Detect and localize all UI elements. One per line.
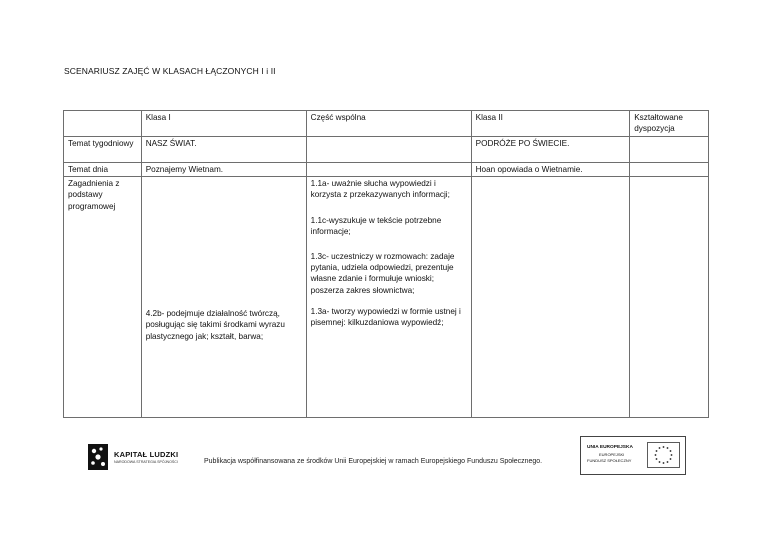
document-title: SCENARIUSZ ZAJĘĆ W KLASACH ŁĄCZONYCH I i II (64, 66, 276, 76)
kapital-ludzki-subtitle: NARODOWA STRATEGIA SPÓJNOŚCI (114, 460, 178, 464)
wspolna-requirement-1: 1.1a- uważnie słucha wypowiedzi i korzysta z przekazywanych informacji; (310, 179, 450, 200)
cell-klasa2-temat-tyg: PODRÓŻE PO ŚWIECIE. (471, 137, 630, 163)
klasa1-requirement-text: 4.2b- podejmuje działalność twórczą, posługując się takimi środkami wyrazu plastycznego jak; kształt, barwa; (145, 309, 285, 341)
table-row (64, 177, 709, 418)
header-dyspozycja: Kształtowane dyspozycja (630, 111, 709, 137)
cell-dyspozycja-zagadnienia (630, 177, 709, 418)
wspolna-requirement-3: 1.3c- uczestniczy w rozmowach: zadaje pytania, udziela odpowiedzi, prezentuje własne zdanie i formułuje wnioski; poszerza zakres słownictwa; (310, 252, 455, 295)
table-row (64, 137, 709, 163)
row-label-temat-dnia: Temat dnia (64, 163, 142, 177)
header-czesc-wspolna: Część wspólna (306, 111, 471, 137)
eu-logo-box (580, 436, 686, 475)
cell-klasa1-zagadnienia (141, 177, 306, 418)
header-cell-empty (64, 111, 142, 137)
header-klasa-2: Klasa II (471, 111, 630, 137)
eu-subtitle-2: FUNDUSZ SPOŁECZNY (587, 458, 632, 463)
header-klasa-1: Klasa I (141, 111, 306, 137)
eu-subtitle-1: EUROPEJSKI (599, 452, 625, 457)
scenario-table (63, 110, 709, 418)
header-row (64, 111, 709, 137)
cell-dyspozycja-temat-dnia (630, 163, 709, 177)
cell-wspolna-temat-tyg (306, 137, 471, 163)
kapital-ludzki-logo (86, 442, 190, 472)
wspolna-requirement-4: 1.3a- tworzy wypowiedzi w formie ustnej i pisemnej: kilkuzdaniowa wypowiedź; (310, 306, 461, 328)
cell-klasa1-temat-tyg: NASZ ŚWIAT. (141, 137, 306, 163)
cell-wspolna-temat-dnia (306, 163, 471, 177)
cell-klasa1-temat-dnia: Poznajemy Wietnam. (141, 163, 306, 177)
cell-dyspozycja-temat-tyg (630, 137, 709, 163)
row-label-temat-tygodniowy: Temat tygodniowy (64, 137, 142, 163)
publication-note: Publikacja współfinansowana ze środków Unii Europejskiej w ramach Europejskiego Funduszu Społecznego. (204, 458, 543, 465)
table-row (64, 163, 709, 177)
cell-wspolna-zagadnienia (306, 177, 471, 418)
cell-klasa2-zagadnienia (471, 177, 630, 418)
cell-klasa2-temat-dnia: Hoan opowiada o Wietnamie. (471, 163, 630, 177)
kapital-ludzki-mark-icon (86, 442, 110, 472)
row-label-zagadnienia: Zagadnienia z podstawy programowej (64, 177, 142, 418)
eu-title: UNIA EUROPEJSKA (587, 445, 633, 450)
kapital-ludzki-title: KAPITAŁ LUDZKI (114, 450, 179, 459)
wspolna-requirement-2: 1.1c-wyszukuje w tekście potrzebne informacje; (310, 215, 442, 236)
eu-flag-icon (647, 442, 680, 468)
